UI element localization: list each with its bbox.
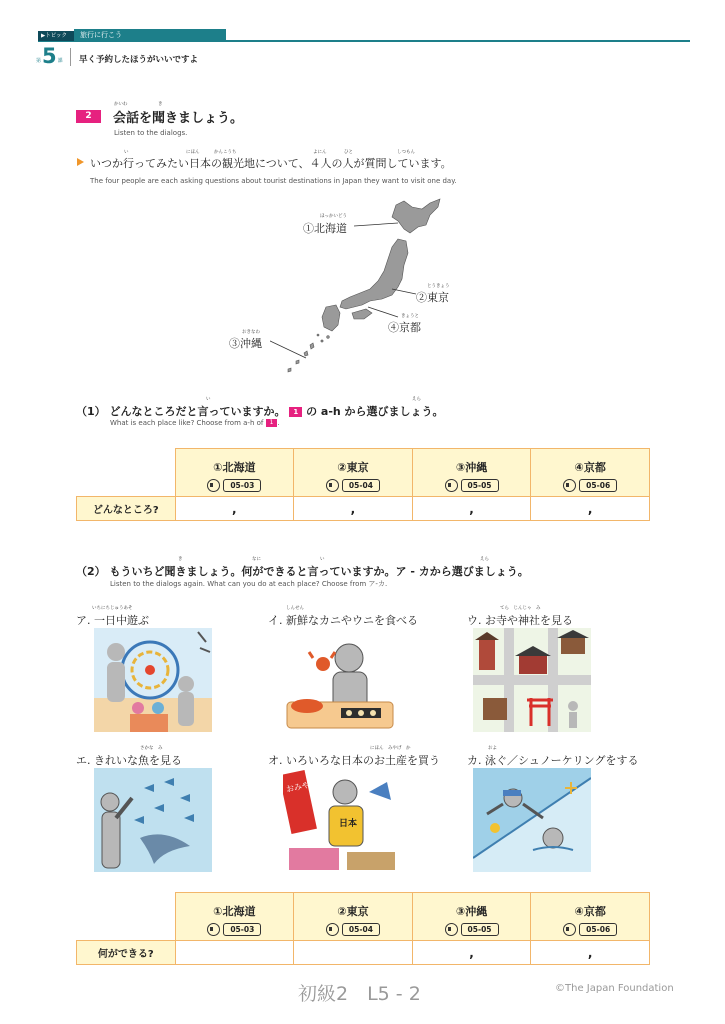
- place-name: ①北海道: [213, 905, 256, 918]
- answer-cell[interactable]: ,: [531, 497, 650, 521]
- nihon-shirt: 日本: [339, 819, 358, 829]
- question-2: [76, 563, 529, 579]
- omiyage-sign: おみやげ: [285, 778, 319, 795]
- crab-meal-picture: [283, 628, 401, 732]
- table-header-row: [77, 449, 650, 497]
- furigana: しつもん: [397, 150, 415, 155]
- map-label-okinawa: ③沖縄: [229, 337, 262, 350]
- answer-cell[interactable]: [294, 941, 413, 965]
- audio-button[interactable]: [445, 923, 499, 936]
- furigana-ki: き: [158, 102, 163, 107]
- row-label: [77, 941, 176, 965]
- page-number: 初級2 L5 - 2: [298, 983, 421, 1005]
- audio-button[interactable]: [207, 479, 261, 492]
- track-number: 05-03: [223, 479, 261, 492]
- map-ruby: おきなわ: [242, 330, 260, 335]
- furigana: き: [178, 557, 183, 562]
- map-ruby: きょうと: [401, 314, 419, 319]
- audio-button[interactable]: [326, 479, 380, 492]
- furigana: にほん: [186, 150, 200, 155]
- place-name: ②東京: [337, 905, 369, 918]
- lesson-suffix: 課: [57, 58, 63, 64]
- map-ruby: とうきょう: [427, 284, 450, 289]
- topic-title: 旅行に行こう: [74, 29, 226, 41]
- table-header-row: [77, 893, 650, 941]
- answer-cell[interactable]: [175, 941, 294, 965]
- section-badge: 2: [76, 110, 101, 123]
- track-number: 05-05: [461, 923, 499, 936]
- aquarium-picture: [94, 768, 212, 872]
- furigana: さかな み: [140, 746, 163, 751]
- map-label-hokkaido: ①北海道: [303, 222, 347, 235]
- place-name: ④京都: [574, 905, 606, 918]
- table-row: [77, 941, 650, 965]
- place-name: ②東京: [337, 461, 369, 474]
- speaker-icon: [326, 923, 339, 936]
- lesson-num: 5: [42, 44, 57, 68]
- table-row: [77, 497, 650, 521]
- place-header-tokyo: [294, 893, 413, 941]
- furigana: えら: [480, 557, 489, 562]
- temple-shrine-picture: [473, 628, 591, 732]
- activity-ka-label: カ. 泳ぐ／シュノーケリングをする: [467, 754, 639, 767]
- intro-text: いつか行ってみたい日本の観光地について、４人の人が質問しています。: [90, 157, 452, 170]
- furigana: てら じんじゃ み: [500, 606, 541, 611]
- header-separator: [70, 48, 71, 66]
- answer-cell[interactable]: ,: [412, 941, 531, 965]
- copyright: ©The Japan Foundation: [555, 983, 674, 994]
- answer-table-1: [76, 448, 650, 521]
- speaker-icon: [445, 923, 458, 936]
- question-1: [76, 403, 444, 419]
- track-number: 05-04: [342, 923, 380, 936]
- audio-button[interactable]: [563, 479, 617, 492]
- furigana: い: [206, 397, 211, 402]
- speaker-icon: [207, 479, 220, 492]
- answer-cell[interactable]: ,: [294, 497, 413, 521]
- furigana: いちにちじゅうあそ: [92, 606, 133, 611]
- answer-table-2: [76, 892, 650, 965]
- place-name: ③沖縄: [455, 461, 488, 474]
- furigana: よにん: [313, 150, 327, 155]
- place-header-okinawa: [412, 893, 531, 941]
- furigana-kaiwa: かいわ: [114, 102, 128, 107]
- intro-translation: The four people are each asking questions about tourist destinations in Japan they want to visit one day.: [90, 177, 457, 185]
- map-label-tokyo: ②東京: [416, 291, 449, 304]
- q1-en-a: What is each place like? Choose from a-h of: [110, 419, 264, 427]
- section-subtitle: Listen to the dialogs.: [114, 129, 188, 137]
- speaker-icon: [445, 479, 458, 492]
- track-number: 05-03: [223, 923, 261, 936]
- japan-map: [229, 195, 460, 380]
- place-name: ④京都: [574, 461, 606, 474]
- furigana: ひと: [344, 150, 353, 155]
- activity-i-label: イ. 新鮮なカニやウニを食べる: [268, 614, 418, 627]
- q1-en-b: .: [277, 419, 280, 427]
- row-label-text: 何ができる?: [97, 949, 154, 960]
- question-1-translation: [110, 419, 280, 427]
- q1-en-badge: 1: [266, 419, 278, 427]
- track-number: 05-05: [461, 479, 499, 492]
- track-number: 05-04: [342, 479, 380, 492]
- amusement-park-picture: [94, 628, 212, 732]
- place-header-hokkaido: [175, 893, 294, 941]
- furigana: およ: [488, 746, 497, 751]
- section-title: 会話を聞きましょう。: [113, 111, 244, 126]
- q1-text-b: の a-h から選びましょう。: [306, 405, 444, 418]
- map-label-kyoto: ④京都: [388, 321, 421, 334]
- audio-button[interactable]: [445, 479, 499, 492]
- place-header-kyoto: [531, 893, 650, 941]
- activity-a-label: ア. 一日中遊ぶ: [76, 614, 149, 627]
- q1-badge: 1: [289, 407, 302, 417]
- souvenir-picture: [283, 768, 401, 872]
- lesson-number: [36, 46, 63, 67]
- place-header-kyoto: [531, 449, 650, 497]
- lesson-title: 早く予約したほうがいいですよ: [79, 55, 199, 65]
- q2-number: （2）: [76, 565, 106, 578]
- q2-text: もういちど聞きましょう。何ができると言っていますか。ア - カから選びましょう。: [109, 565, 529, 578]
- place-name: ③沖縄: [455, 905, 488, 918]
- row-label: どんなところ?: [77, 497, 176, 521]
- furigana: かんこうち: [214, 150, 237, 155]
- snorkeling-picture: [473, 768, 591, 872]
- intro-arrow-icon: [77, 158, 84, 166]
- table-corner: [77, 893, 176, 941]
- speaker-icon: [326, 479, 339, 492]
- speaker-icon: [563, 923, 576, 936]
- place-header-okinawa: [412, 449, 531, 497]
- lesson-prefix: 第: [36, 58, 42, 64]
- answer-cell[interactable]: ,: [531, 941, 650, 965]
- answer-cell[interactable]: ,: [412, 497, 531, 521]
- furigana: い: [124, 150, 129, 155]
- audio-button[interactable]: [563, 923, 617, 936]
- map-ruby: ほっかいどう: [320, 214, 347, 219]
- table-corner: [77, 449, 176, 497]
- track-number: 05-06: [579, 479, 617, 492]
- q1-number: （1）: [76, 405, 106, 418]
- place-name: ①北海道: [213, 461, 256, 474]
- audio-button[interactable]: [207, 923, 261, 936]
- answer-cell[interactable]: ,: [175, 497, 294, 521]
- question-2-translation: Listen to the dialogs again. What can you do at each place? Choose from ア-カ.: [110, 580, 388, 588]
- furigana: にほん みやげ か: [370, 746, 411, 751]
- speaker-icon: [563, 479, 576, 492]
- furigana: い: [320, 557, 325, 562]
- furigana: えら: [412, 397, 421, 402]
- place-header-hokkaido: [175, 449, 294, 497]
- furigana: しんせん: [286, 606, 304, 611]
- speaker-icon: [207, 923, 220, 936]
- audio-button[interactable]: [326, 923, 380, 936]
- activity-o-label: オ. いろいろな日本のお土産を買う: [268, 754, 440, 767]
- q1-text-a: どんなところだと言っていますか。: [109, 405, 286, 418]
- place-header-tokyo: [294, 449, 413, 497]
- topic-tag: ▶トピック: [38, 31, 74, 41]
- furigana: なに: [252, 557, 261, 562]
- activity-u-label: ウ. お寺や神社を見る: [467, 614, 573, 627]
- activity-e-label: エ. きれいな魚を見る: [76, 754, 182, 767]
- track-number: 05-06: [579, 923, 617, 936]
